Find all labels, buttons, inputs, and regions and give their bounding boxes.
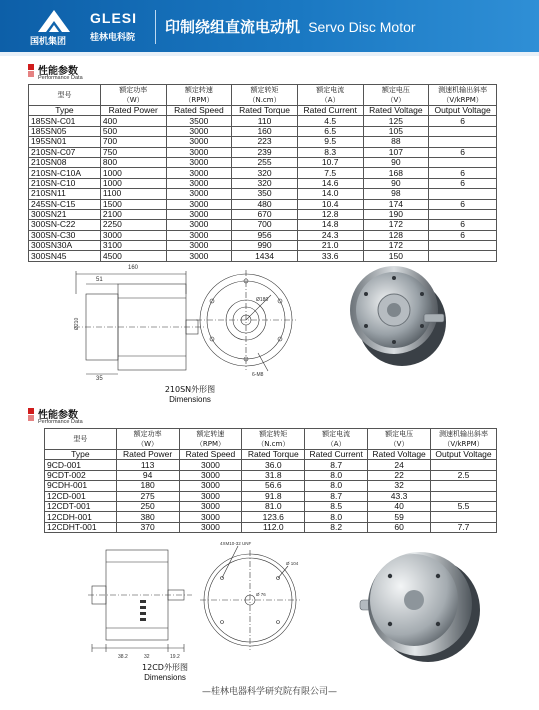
table-cell: 150 (363, 251, 429, 261)
table-cell: 1100 (100, 189, 166, 199)
motor-12cd-front-drawing (200, 538, 310, 656)
motor-210sn-front-drawing (196, 265, 296, 380)
table-cell: 12CDH-001 (45, 512, 117, 522)
table-row (29, 137, 497, 147)
table-cell: 81.0 (242, 501, 305, 511)
column-header-en: Rated Current (305, 450, 368, 460)
table-cell (431, 512, 497, 522)
section-title-cn: 性能参数 (38, 410, 78, 421)
section-title-en: Performance Data (38, 419, 83, 425)
column-header: 额定功率 （W） (100, 85, 166, 106)
table-cell: 3100 (100, 241, 166, 251)
table-row (29, 230, 497, 240)
column-header: 额定电压 （V） (368, 429, 431, 450)
table-cell: 3000 (166, 147, 232, 157)
table-cell (429, 137, 497, 147)
table-cell: 14.0 (297, 189, 363, 199)
table-cell: 7.7 (431, 522, 497, 532)
table-cell: 990 (232, 241, 298, 251)
dimension-label: 35 (96, 376, 103, 382)
table-cell: 245SN-C15 (29, 199, 101, 209)
table-cell: 6 (429, 230, 497, 240)
table-cell: 3000 (100, 230, 166, 240)
table-row (45, 522, 497, 532)
table-cell: 9CDT-002 (45, 470, 117, 480)
motor-210sn-photo (340, 258, 460, 370)
table-row (29, 147, 497, 157)
table-cell: 7.5 (297, 168, 363, 178)
table-cell: 8.2 (305, 522, 368, 532)
table-cell: 3000 (166, 189, 232, 199)
column-header-en: Rated Voltage (363, 106, 429, 116)
table-cell: 3000 (179, 470, 242, 480)
table-cell: 14.6 (297, 178, 363, 188)
table-cell: 3000 (166, 178, 232, 188)
table-cell (431, 460, 497, 470)
section-title-en: Performance Data (38, 75, 83, 81)
dimension-label: 160 (128, 265, 139, 271)
page-title-cn: 印制绕组直流电动机 (165, 18, 301, 36)
table-row (29, 157, 497, 167)
table-cell: 350 (232, 189, 298, 199)
table-cell (431, 481, 497, 491)
table-row (29, 209, 497, 219)
table-row (45, 512, 497, 522)
column-header-en: Output Voltage (431, 450, 497, 460)
column-header: 额定电压 （V） (363, 85, 429, 106)
dimension-label: Ø210 (74, 317, 80, 330)
table-cell: 9CDH-001 (45, 481, 117, 491)
table-row (29, 189, 497, 199)
table-cell: 6.5 (297, 126, 363, 136)
table-body (45, 460, 497, 533)
table-cell: 195SN01 (29, 137, 101, 147)
column-header: 型号 (29, 85, 101, 106)
section-marker-icon (28, 64, 34, 70)
table-row (29, 168, 497, 178)
table-cell: 6 (429, 168, 497, 178)
column-header-en: Rated Torque (242, 450, 305, 460)
table-cell: 480 (232, 199, 298, 209)
table-cell: 88 (363, 137, 429, 147)
table-cell: 36.0 (242, 460, 305, 470)
table-cell: 12CDT-001 (45, 501, 117, 511)
column-header: 额定转矩 （N.cm） (232, 85, 298, 106)
table-cell: 3000 (166, 199, 232, 209)
table-cell (431, 491, 497, 501)
header-accent-strip (0, 52, 539, 56)
table-cell: 33.6 (297, 251, 363, 261)
table-cell: 3000 (179, 501, 242, 511)
table-cell: 172 (363, 220, 429, 230)
footer-company: —桂林电器科学研究院有限公司— (201, 687, 337, 697)
table-cell: 9CD-001 (45, 460, 117, 470)
table-cell: 43.3 (368, 491, 431, 501)
table-cell: 180 (116, 481, 179, 491)
table-cell: 1500 (100, 199, 166, 209)
table-cell: 160 (232, 126, 298, 136)
table-row (29, 178, 497, 188)
table-cell: 3000 (166, 230, 232, 240)
table-cell: 210SN-C10A (29, 168, 101, 178)
table-cell: 380 (116, 512, 179, 522)
table-row (45, 481, 497, 491)
dimension-label: Ø 104 (286, 561, 299, 566)
table-cell: 12.8 (297, 209, 363, 219)
column-header: 测速机输出斜率 （V/kRPM） (431, 429, 497, 450)
page-title-en: Servo Disc Motor (308, 19, 416, 35)
column-header: 型号 (45, 429, 117, 450)
table-cell: 4500 (100, 251, 166, 261)
table-body (29, 116, 497, 261)
table-row (45, 470, 497, 480)
table-cell: 90 (363, 157, 429, 167)
table-cell: 1000 (100, 178, 166, 188)
table-cell: 3000 (179, 481, 242, 491)
table-cell (429, 209, 497, 219)
table-cell: 3000 (166, 220, 232, 230)
table-cell: 3000 (179, 512, 242, 522)
column-header: 额定电流 （A） (305, 429, 368, 450)
page-title (165, 16, 416, 37)
table-cell: 185SN05 (29, 126, 101, 136)
column-header: 额定转速 （RPM） (166, 85, 232, 106)
table-cell (429, 126, 497, 136)
table-cell: 12CDHT-001 (45, 522, 117, 532)
table-cell: 6 (429, 116, 497, 126)
column-header: 额定转矩 （N.cm） (242, 429, 305, 450)
table-cell: 128 (363, 230, 429, 240)
table-cell: 21.0 (297, 241, 363, 251)
table-cell: 670 (232, 209, 298, 219)
table-cell: 239 (232, 147, 298, 157)
table-cell: 40 (368, 501, 431, 511)
table-cell: 300SN-C30 (29, 230, 101, 240)
column-header-en: Type (45, 450, 117, 460)
column-header-en: Rated Current (297, 106, 363, 116)
table-cell: 3000 (179, 522, 242, 532)
table-header-en-row (29, 106, 497, 116)
table-cell: 800 (100, 157, 166, 167)
table-cell: 3000 (166, 168, 232, 178)
table-cell: 400 (100, 116, 166, 126)
dimension-label: Ø180 (256, 297, 269, 303)
table-cell: 172 (363, 241, 429, 251)
table-cell: 8.0 (305, 481, 368, 491)
table-cell: 32 (368, 481, 431, 491)
table-cell: 56.6 (242, 481, 305, 491)
performance-table-sn (28, 84, 497, 262)
table-cell: 8.3 (297, 147, 363, 157)
table-cell: 10.7 (297, 157, 363, 167)
table-cell: 210SN-C10 (29, 178, 101, 188)
table-cell: 105 (363, 126, 429, 136)
table-cell: 2100 (100, 209, 166, 219)
table-cell: 98 (363, 189, 429, 199)
dimension-label: 19.2 (170, 654, 180, 660)
table-cell: 320 (232, 178, 298, 188)
header-banner (0, 0, 539, 56)
table-cell: 8.7 (305, 460, 368, 470)
table-row (45, 491, 497, 501)
table-row (29, 116, 497, 126)
table-cell: 750 (100, 147, 166, 157)
table-cell: 174 (363, 199, 429, 209)
table-cell: 210SN08 (29, 157, 101, 167)
table-cell: 91.8 (242, 491, 305, 501)
table-cell: 255 (232, 157, 298, 167)
column-header: 额定功率 （W） (116, 429, 179, 450)
column-header-en: Rated Speed (179, 450, 242, 460)
table-cell: 14.8 (297, 220, 363, 230)
table-cell: 9.5 (297, 137, 363, 147)
table-cell: 3000 (166, 126, 232, 136)
table-cell: 112.0 (242, 522, 305, 532)
table-cell: 3000 (179, 491, 242, 501)
table-cell: 3000 (166, 209, 232, 219)
table-row (29, 199, 497, 209)
table-cell: 5.5 (431, 501, 497, 511)
brand-name-en: GLESI (90, 10, 138, 26)
table-cell: 3500 (166, 116, 232, 126)
table-cell: 3000 (166, 241, 232, 251)
column-header-en: Rated Torque (232, 106, 298, 116)
column-header-en: Output Voltage (429, 106, 497, 116)
table-cell: 300SN-C22 (29, 220, 101, 230)
table-cell: 320 (232, 168, 298, 178)
drawing-caption-12cd: 12CD外形图 Dimensions (142, 663, 188, 682)
motor-12cd-photo (350, 540, 490, 670)
table-cell: 110 (232, 116, 298, 126)
table-cell: 10.4 (297, 199, 363, 209)
dimension-label: 38.2 (118, 654, 128, 660)
section-title-cn: 性能参数 (38, 66, 78, 77)
brand-name-cn: 桂林电科院 (90, 33, 136, 43)
section-marker-icon (28, 408, 34, 414)
column-header-en: Rated Voltage (368, 450, 431, 460)
table-header-cn-row (45, 429, 497, 450)
table-cell: 24 (368, 460, 431, 470)
table-cell: 250 (116, 501, 179, 511)
table-cell: 300SN45 (29, 251, 101, 261)
company-name-cn: 国机集团 (30, 37, 67, 47)
table-cell: 8.0 (305, 470, 368, 480)
table-cell: 6 (429, 199, 497, 209)
table-cell: 168 (363, 168, 429, 178)
column-header-en: Rated Power (116, 450, 179, 460)
table-cell: 370 (116, 522, 179, 532)
column-header: 额定转速 （RPM） (179, 429, 242, 450)
table-cell: 8.7 (305, 491, 368, 501)
performance-table-cd (44, 428, 497, 533)
table-cell: 125 (363, 116, 429, 126)
table-cell: 500 (100, 126, 166, 136)
table-cell: 6 (429, 147, 497, 157)
table-cell: 123.6 (242, 512, 305, 522)
table-cell: 6 (429, 220, 497, 230)
dimension-label: 4XM10-32 UNF (220, 541, 252, 546)
dimension-label: 51 (96, 277, 103, 283)
table-cell: 22 (368, 470, 431, 480)
table-row (45, 460, 497, 470)
table-cell: 210SN11 (29, 189, 101, 199)
table-cell: 60 (368, 522, 431, 532)
table-header-cn-row (29, 85, 497, 106)
column-header-en: Rated Speed (166, 106, 232, 116)
table-row (45, 501, 497, 511)
dimension-label: 32 (144, 654, 150, 660)
table-cell: 300SN30A (29, 241, 101, 251)
motor-12cd-side-drawing (88, 540, 198, 662)
table-cell: 12CD-001 (45, 491, 117, 501)
column-header-en: Type (29, 106, 101, 116)
table-cell: 700 (100, 137, 166, 147)
table-cell: 59 (368, 512, 431, 522)
table-cell (429, 189, 497, 199)
table-cell (429, 241, 497, 251)
column-header-en: Rated Power (100, 106, 166, 116)
header-divider (155, 10, 156, 44)
dimension-label: 6-M8 (252, 372, 264, 378)
table-cell: 3000 (166, 157, 232, 167)
dimension-label: Ø 76 (256, 592, 266, 597)
table-cell: 113 (116, 460, 179, 470)
table-cell: 185SN-C01 (29, 116, 101, 126)
table-cell: 210SN-C07 (29, 147, 101, 157)
table-cell: 6 (429, 178, 497, 188)
table-cell: 956 (232, 230, 298, 240)
table-cell: 8.0 (305, 512, 368, 522)
table-cell: 107 (363, 147, 429, 157)
table-cell: 24.3 (297, 230, 363, 240)
table-row (29, 220, 497, 230)
table-cell: 90 (363, 178, 429, 188)
table-cell: 3000 (179, 460, 242, 470)
section-marker-icon (28, 71, 34, 77)
table-cell: 700 (232, 220, 298, 230)
table-cell: 1434 (232, 251, 298, 261)
table-row (29, 241, 497, 251)
table-header-en-row (45, 450, 497, 460)
table-cell: 2250 (100, 220, 166, 230)
table-cell: 4.5 (297, 116, 363, 126)
company-logo-icon (34, 8, 74, 34)
table-cell: 300SN21 (29, 209, 101, 219)
table-cell: 8.5 (305, 501, 368, 511)
table-cell: 31.8 (242, 470, 305, 480)
table-cell: 2.5 (431, 470, 497, 480)
drawing-caption-210sn: 210SN外形图 Dimensions (164, 385, 216, 404)
table-cell: 3000 (166, 137, 232, 147)
section-marker-icon (28, 415, 34, 421)
table-cell: 275 (116, 491, 179, 501)
column-header: 测速机输出斜率 （V/kRPM） (429, 85, 497, 106)
table-cell: 3000 (166, 251, 232, 261)
table-cell (429, 157, 497, 167)
table-row (29, 126, 497, 136)
table-cell: 223 (232, 137, 298, 147)
table-cell: 190 (363, 209, 429, 219)
table-cell: 1000 (100, 168, 166, 178)
column-header: 额定电流 （A） (297, 85, 363, 106)
table-cell: 94 (116, 470, 179, 480)
